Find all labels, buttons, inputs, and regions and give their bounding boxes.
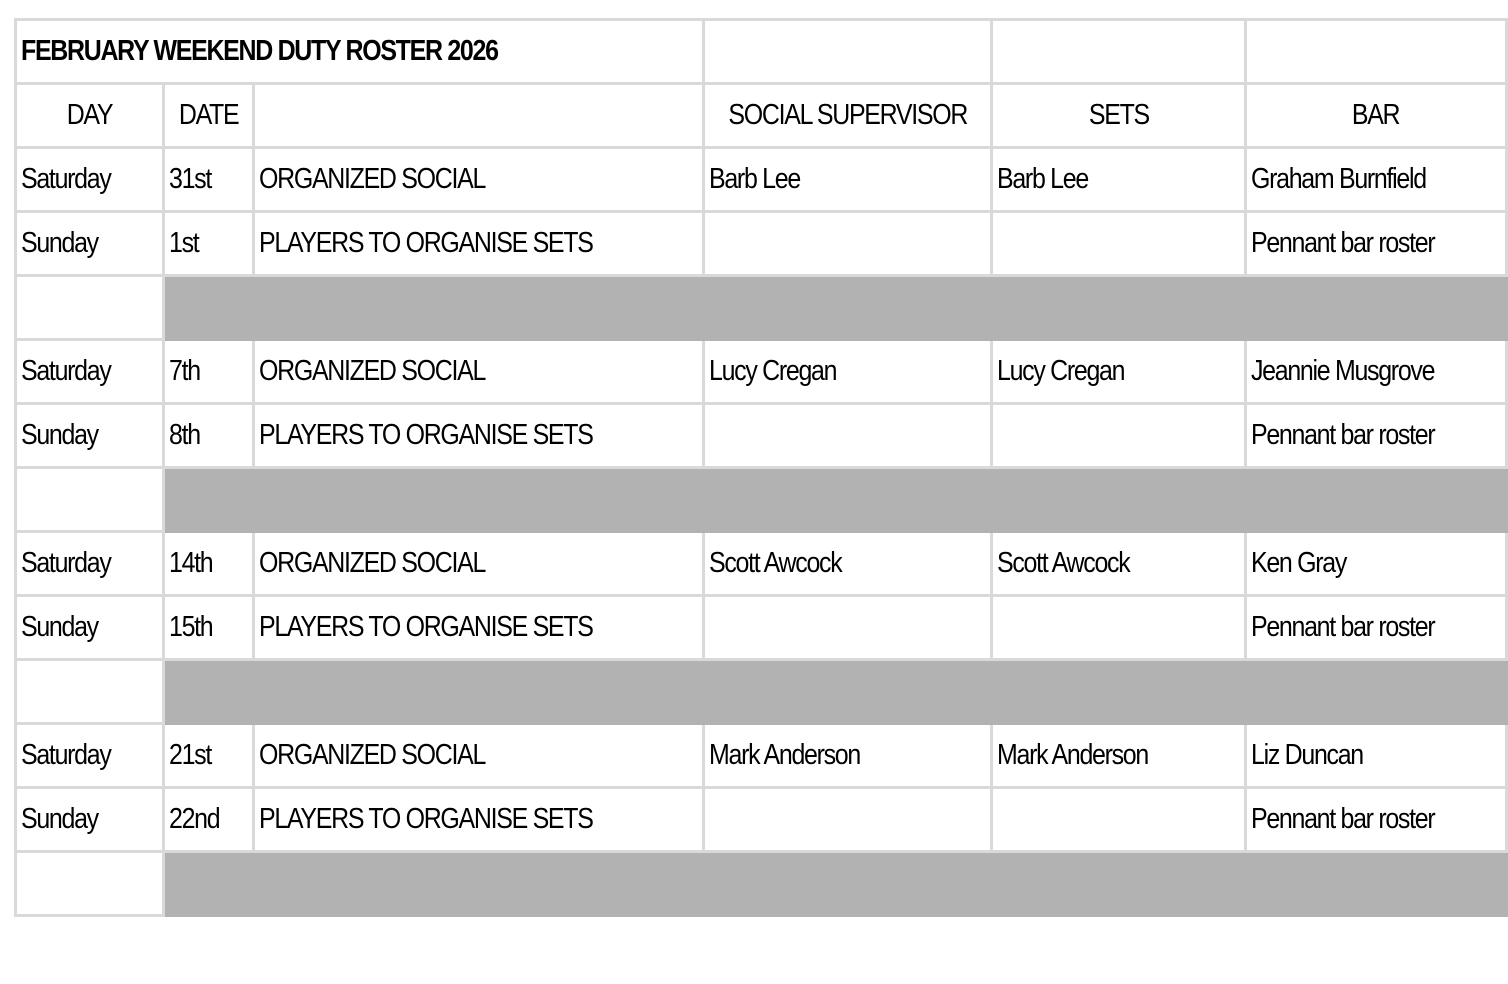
empty-cell[interactable] [16,468,164,532]
header-sets[interactable]: SETS [992,84,1245,148]
sets-cell[interactable]: Scott Awcock [992,532,1245,596]
table-row-saturday [16,532,1507,596]
gray-separator[interactable] [163,276,1506,340]
table-row-sunday [16,212,1507,276]
empty-cell[interactable] [16,852,164,916]
date-cell[interactable]: 15th [163,596,254,660]
bar-cell[interactable]: Ken Gray [1245,532,1506,596]
header-bar[interactable]: BAR [1245,84,1506,148]
header-event[interactable] [254,84,704,148]
gray-separator[interactable] [163,852,1506,916]
table-row-saturday [16,340,1507,404]
bar-cell[interactable]: Pennant bar roster [1245,404,1506,468]
empty-cell[interactable] [16,276,164,340]
bar-cell[interactable]: Jeannie Musgrove [1245,340,1506,404]
empty-cell[interactable] [16,660,164,724]
sets-cell[interactable]: Lucy Cregan [992,340,1245,404]
title-row [16,20,1507,84]
table-row-sunday [16,404,1507,468]
table-row-saturday [16,724,1507,788]
supervisor-cell[interactable] [703,212,992,276]
supervisor-cell[interactable]: Lucy Cregan [703,340,992,404]
day-cell[interactable]: Sunday [16,788,164,852]
roster-body [16,20,1507,916]
date-cell[interactable]: 21st [163,724,254,788]
event-cell[interactable]: PLAYERS TO ORGANISE SETS [254,788,704,852]
event-cell[interactable]: ORGANIZED SOCIAL [254,724,704,788]
event-cell[interactable]: PLAYERS TO ORGANISE SETS [254,404,704,468]
event-cell[interactable]: ORGANIZED SOCIAL [254,340,704,404]
sets-cell[interactable] [992,404,1245,468]
day-cell[interactable]: Saturday [16,724,164,788]
day-cell[interactable]: Sunday [16,404,164,468]
event-cell[interactable]: ORGANIZED SOCIAL [254,148,704,212]
event-cell[interactable]: PLAYERS TO ORGANISE SETS [254,596,704,660]
date-cell[interactable]: 14th [163,532,254,596]
day-cell[interactable]: Saturday [16,532,164,596]
date-cell[interactable]: 8th [163,404,254,468]
table-row-sunday [16,788,1507,852]
duty-roster-table [14,18,1508,917]
day-cell[interactable]: Sunday [16,596,164,660]
date-cell[interactable]: 31st [163,148,254,212]
bar-cell[interactable]: Liz Duncan [1245,724,1506,788]
date-cell[interactable]: 22nd [163,788,254,852]
table-row-sunday [16,596,1507,660]
bar-cell[interactable]: Graham Burnfield [1245,148,1506,212]
bar-cell[interactable]: Pennant bar roster [1245,788,1506,852]
supervisor-cell[interactable] [703,596,992,660]
gray-separator[interactable] [163,660,1506,724]
empty-cell[interactable] [1245,20,1506,84]
header-date[interactable]: DATE [163,84,254,148]
supervisor-cell[interactable] [703,404,992,468]
supervisor-cell[interactable]: Mark Anderson [703,724,992,788]
day-cell[interactable]: Saturday [16,340,164,404]
supervisor-cell[interactable]: Scott Awcock [703,532,992,596]
separator-row [16,852,1507,916]
bar-cell[interactable]: Pennant bar roster [1245,596,1506,660]
day-cell[interactable]: Saturday [16,148,164,212]
empty-cell[interactable] [992,20,1245,84]
event-cell[interactable]: PLAYERS TO ORGANISE SETS [254,212,704,276]
sets-cell[interactable] [992,212,1245,276]
sets-cell[interactable] [992,596,1245,660]
sets-cell[interactable] [992,788,1245,852]
supervisor-cell[interactable]: Barb Lee [703,148,992,212]
day-cell[interactable]: Sunday [16,212,164,276]
supervisor-cell[interactable] [703,788,992,852]
date-cell[interactable]: 1st [163,212,254,276]
header-social-supervisor[interactable]: SOCIAL SUPERVISOR [703,84,992,148]
header-day[interactable]: DAY [16,84,164,148]
bar-cell[interactable]: Pennant bar roster [1245,212,1506,276]
separator-row [16,276,1507,340]
sets-cell[interactable]: Mark Anderson [992,724,1245,788]
event-cell[interactable]: ORGANIZED SOCIAL [254,532,704,596]
date-cell[interactable]: 7th [163,340,254,404]
table-row-saturday [16,148,1507,212]
empty-cell[interactable] [703,20,992,84]
header-row [16,84,1507,148]
gray-separator[interactable] [163,468,1506,532]
separator-row [16,468,1507,532]
separator-row [16,660,1507,724]
sets-cell[interactable]: Barb Lee [992,148,1245,212]
roster-title[interactable]: FEBRUARY WEEKEND DUTY ROSTER 2026 [16,20,704,84]
